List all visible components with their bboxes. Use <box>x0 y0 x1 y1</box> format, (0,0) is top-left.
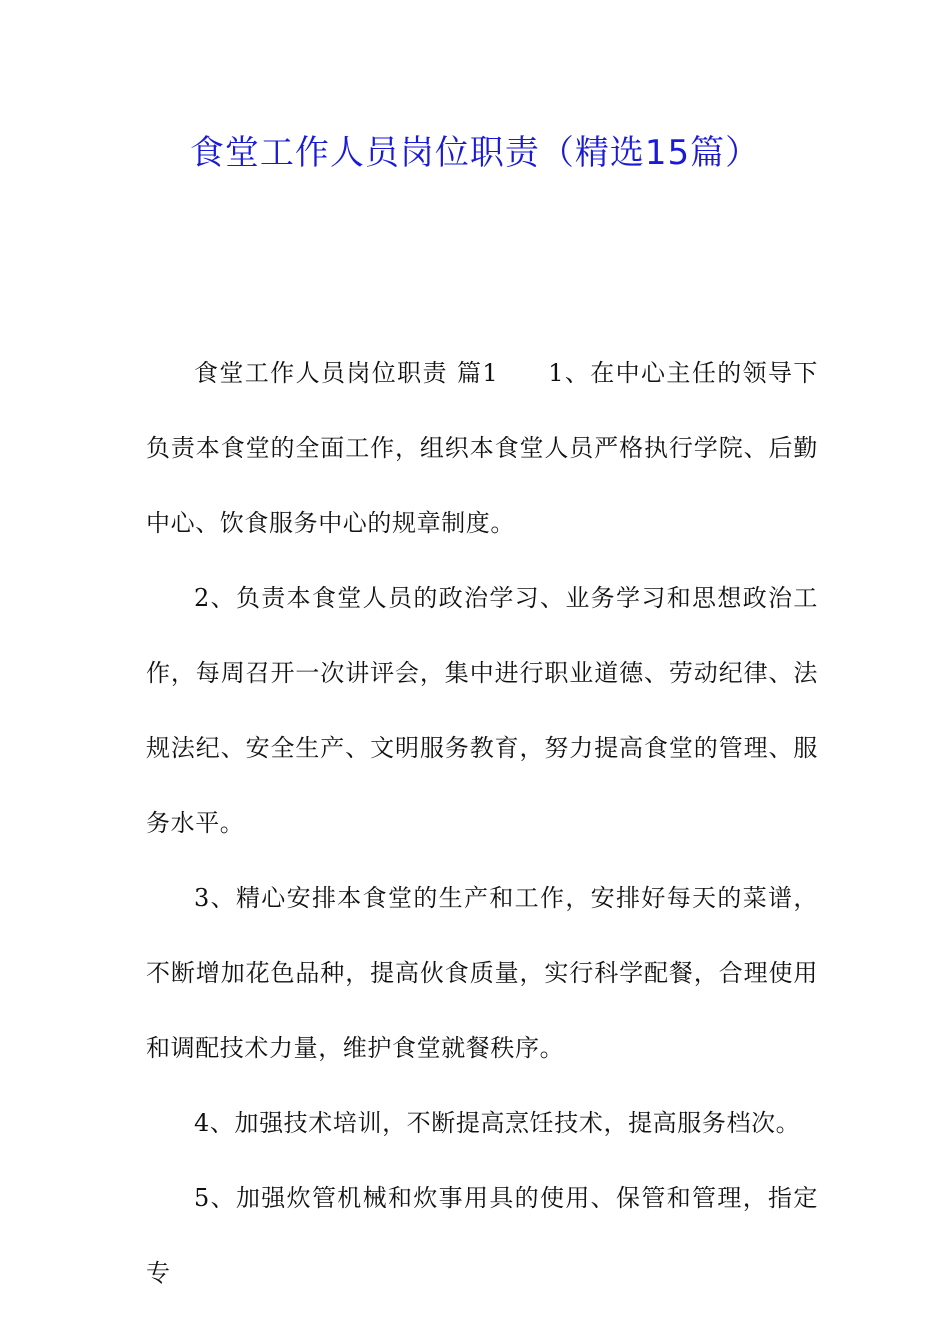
paragraph-5: 5、加强炊管机械和炊事用具的使用、保管和管理，指定专 <box>146 1184 818 1287</box>
paragraph-text: 1、在中心主任的领导下负责本食堂的全面工作，组织本食堂人员严格执行学院、后勤中心、饮食服务中心的规章制度。 <box>146 359 818 537</box>
section-heading: 食堂工作人员岗位职责 篇1 <box>194 359 499 387</box>
paragraph-3: 3、精心安排本食堂的生产和工作，安排好每天的菜谱，不断增加花色品种，提高伙食质量，实行科学配餐，合理使用和调配技术力量，维护食堂就餐秩序。 <box>146 884 818 1062</box>
document-body <box>146 336 818 1311</box>
paragraph-2: 2、负责本食堂人员的政治学习、业务学习和思想政治工作，每周召开一次讲评会，集中进行职业道德、劳动纪律、法规法纪、安全生产、文明服务教育，努力提高食堂的管理、服务水平。 <box>146 584 818 837</box>
document-title: 食堂工作人员岗位职责（精选15篇） <box>189 133 761 173</box>
paragraph-1 <box>146 336 818 561</box>
paragraph-4: 4、加强技术培训，不断提高烹饪技术，提高服务档次。 <box>194 1109 801 1137</box>
